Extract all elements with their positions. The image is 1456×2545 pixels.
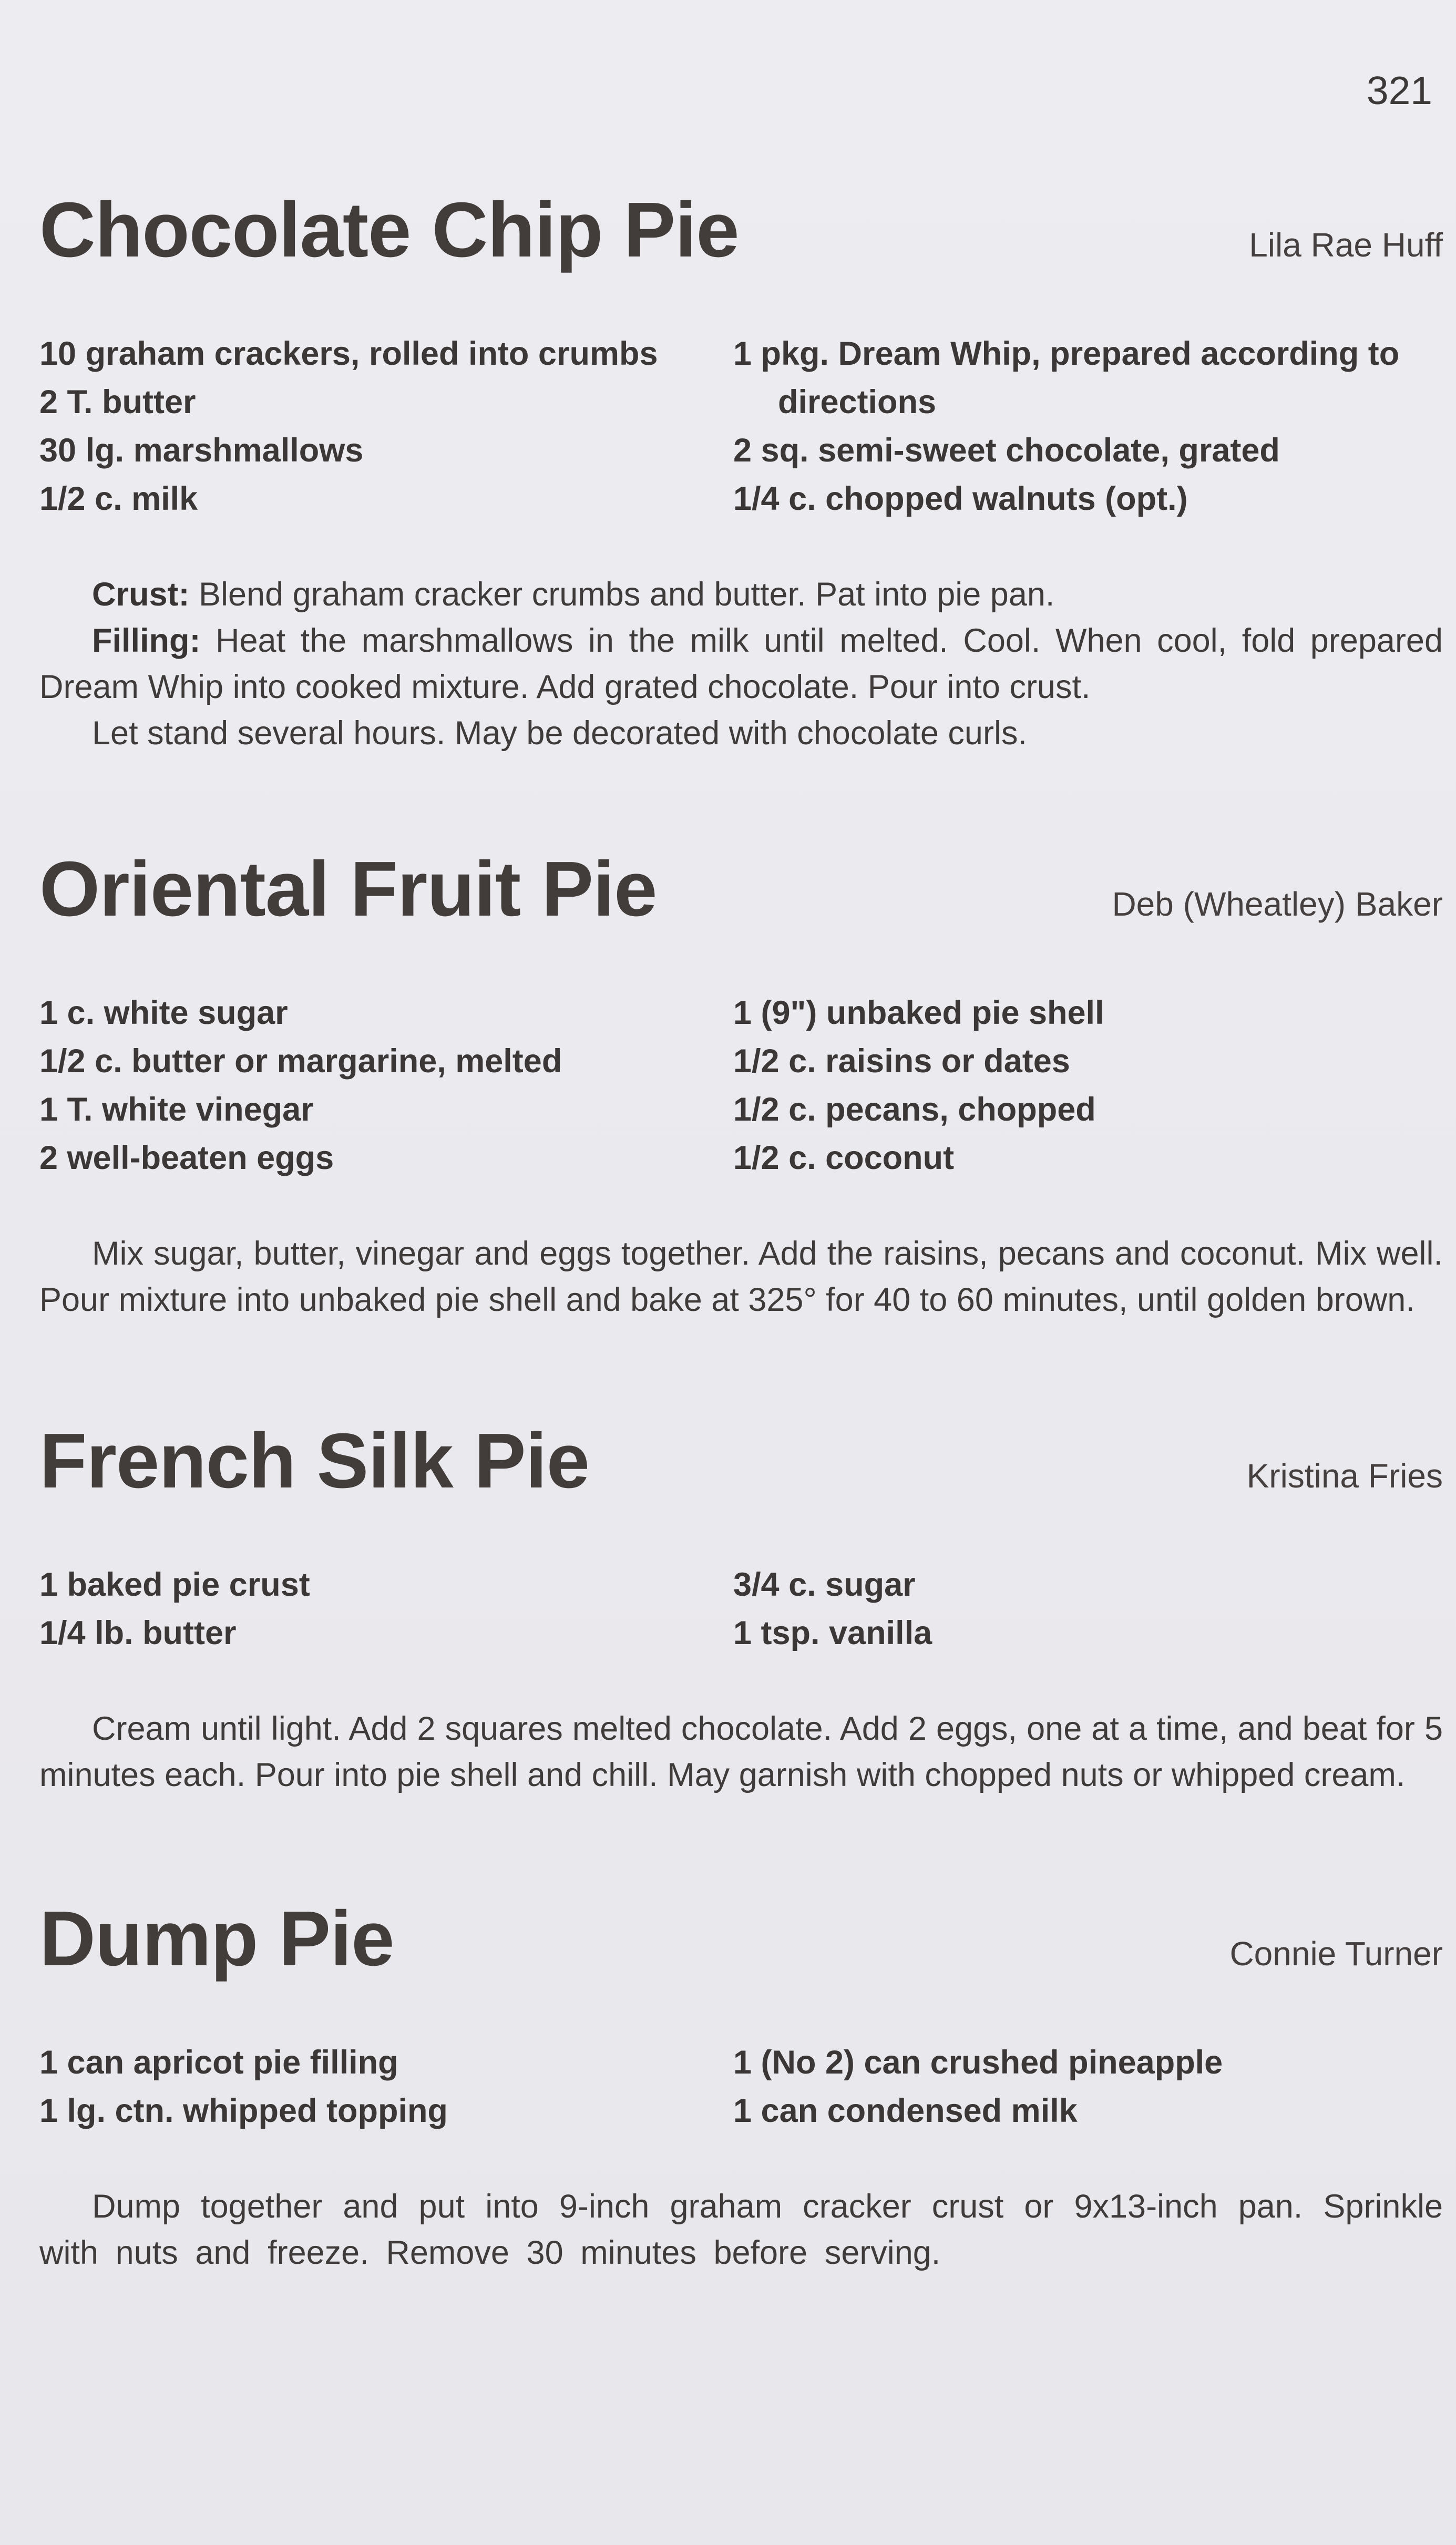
direction-step-text: Cream until light. Add 2 squares melted chocolate. Add 2 eggs, one at a time, and beat for 5 minutes each. Pour into pie shell and chill. May garnish with chopped nuts or whipped cream. [39,1710,1443,1793]
direction-step-text: Dump together and put into 9-inch graham cracker crust or 9x13-inch pan. Sprinkle with nuts and freeze. Remove 30 minutes before serving. [39,2188,1443,2271]
recipe-dump-pie [39,1895,1443,2276]
ingredient-item: 3/4 c. sugar [733,1566,916,1603]
ingredient-item: 1 baked pie crust [39,1566,310,1603]
ingredient-item: 2 well-beaten eggs [39,1140,334,1176]
directions-paragraph [39,2183,1443,2276]
ingredient-item: 1 tsp. vanilla [733,1615,932,1651]
direction-step-text: Let stand several hours. May be decorated with chocolate curls. [92,715,1027,752]
ingredients-column-right [733,330,1443,523]
ingredients-column-right [733,989,1443,1182]
directions [39,571,1443,756]
direction-step-label: Filling: [92,622,201,659]
ingredients-list [39,989,1443,1182]
recipe-title: Chocolate Chip Pie [39,187,739,273]
directions-paragraph [39,1230,1443,1323]
ingredient-item: 2 sq. semi-sweet chocolate, grated [733,432,1280,469]
ingredients-column-left [39,330,733,523]
directions-paragraph [39,1706,1443,1798]
ingredients-list [39,2038,1443,2135]
ingredient-item: 1 T. white vinegar [39,1091,314,1128]
ingredient-item: 1/4 c. chopped walnuts (opt.) [733,480,1188,517]
ingredient-item: 2 T. butter [39,384,196,420]
recipe-title: French Silk Pie [39,1418,590,1504]
ingredients-column-left [39,2038,733,2135]
ingredients-column-right [733,1561,1443,1657]
ingredient-item: 30 lg. marshmallows [39,432,364,469]
directions [39,2183,1443,2276]
ingredient-item: 1 pkg. Dream Whip, prepared according to directions [733,335,1400,420]
directions-paragraph [39,710,1443,756]
recipe-author: Lila Rae Huff [1249,226,1443,264]
recipe-french-silk-pie [39,1420,1443,1798]
ingredient-item: 1 c. white sugar [39,994,288,1031]
ingredient-item: 1/2 c. coconut [733,1140,955,1176]
ingredient-item: 1 (No 2) can crushed pineapple [733,2044,1223,2081]
ingredient-item: 1 can condensed milk [733,2092,1078,2129]
directions-paragraph [39,618,1443,710]
recipe-oriental-fruit-pie [39,848,1443,1323]
ingredient-item: 1/2 c. pecans, chopped [733,1091,1096,1128]
ingredient-item: 1 lg. ctn. whipped topping [39,2092,448,2129]
directions [39,1230,1443,1323]
recipe-header [39,189,1443,271]
ingredients-list [39,1561,1443,1657]
recipe-title: Dump Pie [39,1895,394,1982]
recipe-author: Kristina Fries [1246,1457,1443,1495]
recipe-header [39,1895,1443,1982]
ingredient-item: 1/2 c. milk [39,480,198,517]
ingredients-column-right [733,2038,1443,2135]
direction-step-label: Crust: [92,576,190,613]
ingredient-item: 1/4 lb. butter [39,1615,237,1651]
ingredient-item: 10 graham crackers, rolled into crumbs [39,335,658,372]
recipe-title: Oriental Fruit Pie [39,846,657,932]
ingredients-column-left [39,989,733,1182]
directions [39,1706,1443,1798]
ingredient-item: 1 (9") unbaked pie shell [733,994,1104,1031]
ingredient-item: 1 can apricot pie filling [39,2044,398,2081]
ingredient-item: 1/2 c. raisins or dates [733,1043,1070,1080]
recipe-header [39,848,1443,930]
ingredients-list [39,330,1443,523]
ingredient-item: 1/2 c. butter or margarine, melted [39,1043,562,1080]
recipe-chocolate-chip-pie [39,189,1443,756]
directions-paragraph [39,571,1443,618]
direction-step-text: Blend graham cracker crumbs and butter. Pat into pie pan. [189,576,1055,613]
recipe-author: Deb (Wheatley) Baker [1112,885,1443,923]
recipe-author: Connie Turner [1229,1935,1443,1973]
direction-step-text: Heat the marshmallows in the milk until melted. Cool. When cool, fold prepared Dream Whip into cooked mixture. Add grated chocolate. Pour into crust. [39,622,1443,705]
page-number: 321 [1366,68,1432,112]
direction-step-text: Mix sugar, butter, vinegar and eggs together. Add the raisins, pecans and coconut. Mix well. Pour mixture into unbaked pie shell and bake at 325° for 40 to 60 minutes, until golden brown. [39,1235,1443,1318]
recipe-header [39,1420,1443,1502]
ingredients-column-left [39,1561,733,1657]
